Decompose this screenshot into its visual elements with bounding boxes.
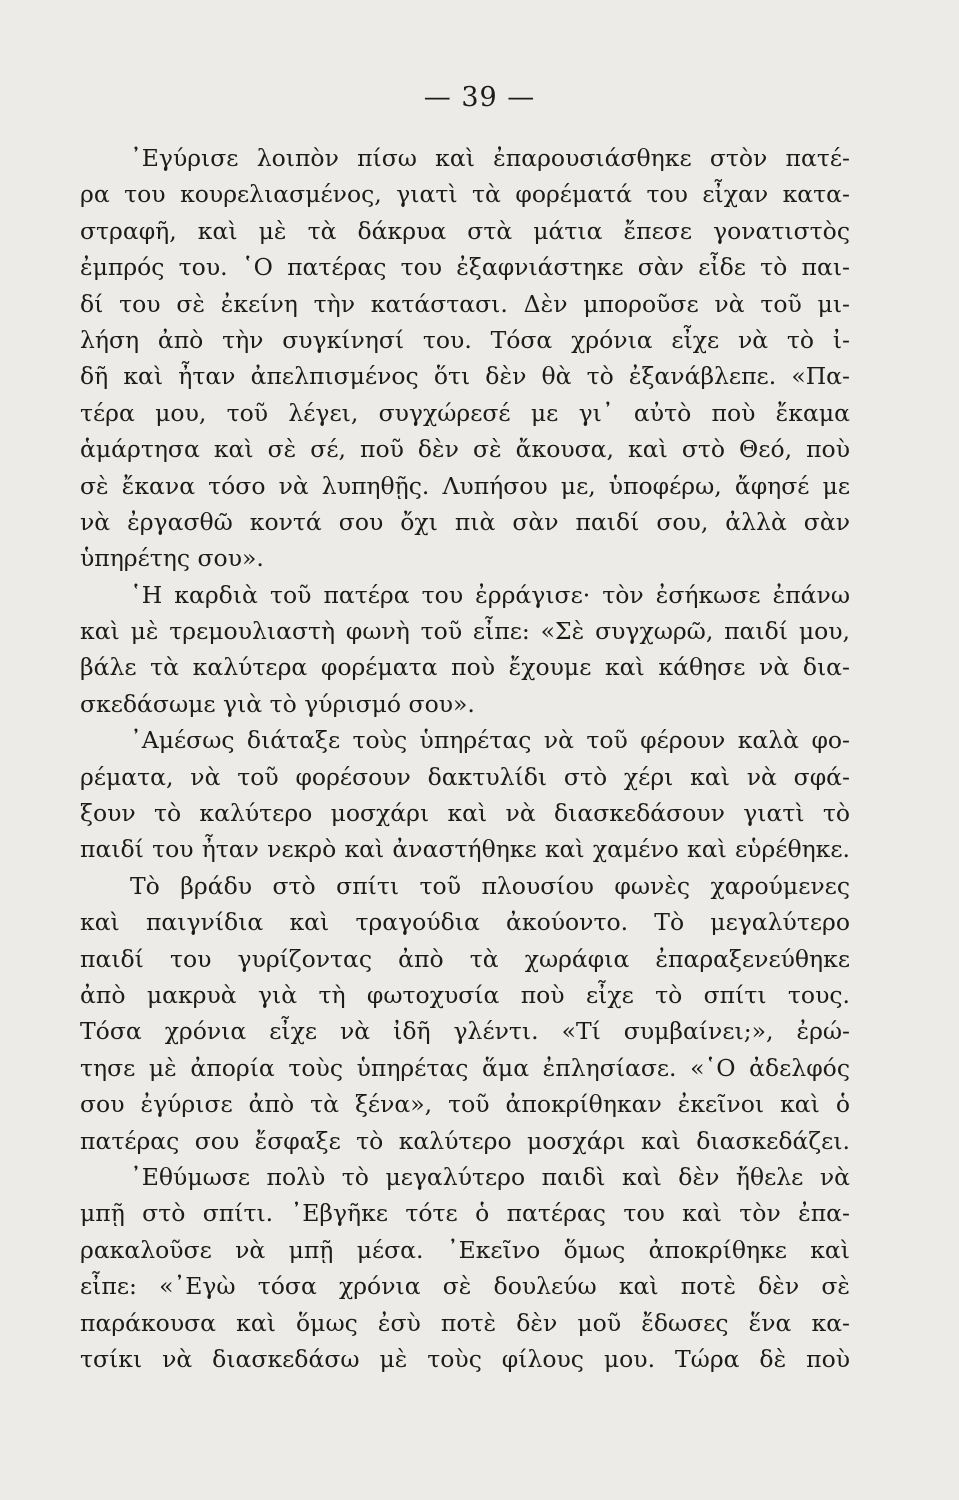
text-line: σου ἐγύρισε ἀπὸ τὰ ξένα», τοῦ ἀποκρίθηκαν ἐκεῖνοι καὶ ὁ: [80, 1090, 850, 1119]
text-line: ρακαλοῦσε νὰ μπῇ μέσα. ᾿Εκεῖνο ὅμως ἀποκρίθηκε καὶ: [80, 1235, 850, 1264]
text-line: βάλε τὰ καλύτερα φορέματα ποὺ ἔχουμε καὶ κάθησε νὰ δια-: [80, 653, 850, 682]
text-line: ξουν τὸ καλύτερο μοσχάρι καὶ νὰ διασκεδάσουν γιατὶ τὸ: [80, 799, 850, 828]
text-line: ἐμπρός του. ῾Ο πατέρας του ἐξαφνιάστηκε σὰν εἶδε τὸ παι-: [80, 253, 850, 282]
text-line: στραφῆ, καὶ μὲ τὰ δάκρυα στὰ μάτια ἔπεσε γονατιστὸς: [80, 216, 850, 245]
text-line: τσίκι νὰ διασκεδάσω μὲ τοὺς φίλους μου. Τώρα δὲ ποὺ: [80, 1344, 850, 1373]
page-number: — 39 —: [423, 82, 536, 113]
text-line: καὶ μὲ τρεμουλιαστὴ φωνὴ τοῦ εἶπε: «Σὲ συγχωρῶ, παιδί μου,: [80, 617, 850, 646]
text-line: ὑπηρέτης σου».: [80, 544, 264, 573]
text-line: σὲ ἔκανα τόσο νὰ λυπηθῇς. Λυπήσου με, ὑποφέρω, ἄφησέ με: [80, 471, 850, 500]
body-text: [80, 140, 850, 1377]
text-line: λήση ἀπὸ τὴν συγκίνησί του. Τόσα χρόνια εἶχε νὰ τὸ ἰ-: [80, 325, 850, 354]
text-line: μπῇ στὸ σπίτι. ᾿Εβγῆκε τότε ὁ πατέρας του καὶ τὸν ἐπα-: [80, 1199, 850, 1228]
text-line: ᾿Εγύρισε λοιπὸν πίσω καὶ ἐπαρουσιάσθηκε στὸν πατέ-: [130, 144, 850, 172]
text-line: τησε μὲ ἀπορία τοὺς ὑπηρέτας ἅμα ἐπλησίασε. «῾Ο ἀδελφός: [80, 1053, 850, 1082]
text-line: εἶπε: «᾿Εγὼ τόσα χρόνια σὲ δουλεύω καὶ ποτὲ δὲν σὲ: [80, 1272, 850, 1301]
text-line: ρέματα, νὰ τοῦ φορέσουν δακτυλίδι στὸ χέρι καὶ νὰ σφά-: [80, 762, 850, 791]
text-line: σκεδάσωμε γιὰ τὸ γύρισμό σου».: [80, 689, 475, 718]
text-line: ᾿Αμέσως διάταξε τοὺς ὑπηρέτας νὰ τοῦ φέρουν καλὰ φο-: [130, 726, 850, 755]
text-line: δῆ καὶ ἦταν ἀπελπισμένος ὅτι δὲν θὰ τὸ ἐξανάβλεπε. «Πα-: [80, 362, 850, 391]
text-line: παράκουσα καὶ ὅμως ἐσὺ ποτὲ δὲν μοῦ ἔδωσες ἕνα κα-: [80, 1308, 850, 1337]
text-line: παιδί του γυρίζοντας ἀπὸ τὰ χωράφια ἐπαραξενεύθηκε: [80, 944, 850, 973]
text-line: δί του σὲ ἐκείνη τὴν κατάστασι. Δὲν μποροῦσε νὰ τοῦ μι-: [80, 289, 850, 318]
text-line: πατέρας σου ἔσφαξε τὸ καλύτερο μοσχάρι καὶ διασκεδάζει.: [80, 1126, 850, 1155]
text-line: ἁμάρτησα καὶ σὲ σέ, ποῦ δὲν σὲ ἄκουσα, καὶ στὸ Θεό, ποὺ: [80, 435, 850, 464]
text-line: ᾿Εθύμωσε πολὺ τὸ μεγαλύτερο παιδὶ καὶ δὲν ἤθελε νὰ: [130, 1162, 850, 1191]
text-line: ἀπὸ μακρυὰ γιὰ τὴ φωτοχυσία ποὺ εἶχε τὸ σπίτι τους.: [80, 980, 850, 1009]
text-line: νὰ ἐργασθῶ κοντά σου ὄχι πιὰ σὰν παιδί σου, ἀλλὰ σὰν: [80, 507, 850, 536]
text-line: καὶ παιγνίδια καὶ τραγούδια ἀκούοντο. Τὸ μεγαλύτερο: [80, 908, 850, 937]
text-line: Τόσα χρόνια εἶχε νὰ ἰδῆ γλέντι. «Τί συμβαίνει;», ἐρώ-: [80, 1017, 850, 1046]
text-line: παιδί του ἦταν νεκρὸ καὶ ἀναστήθηκε καὶ χαμένο καὶ εὑρέθηκε.: [80, 835, 850, 864]
text-line: τέρα μου, τοῦ λέγει, συγχώρεσέ με γι᾿ αὐτὸ ποὺ ἔκαμα: [80, 398, 850, 427]
text-line: ῾Η καρδιὰ τοῦ πατέρα του ἐρράγισε· τὸν ἐσήκωσε ἐπάνω: [130, 580, 850, 609]
text-line: Τὸ βράδυ στὸ σπίτι τοῦ πλουσίου φωνὲς χαρούμενες: [130, 871, 850, 900]
text-line: ρα του κουρελιασμένος, γιατὶ τὰ φορέματά του εἶχαν κατα-: [80, 180, 850, 209]
